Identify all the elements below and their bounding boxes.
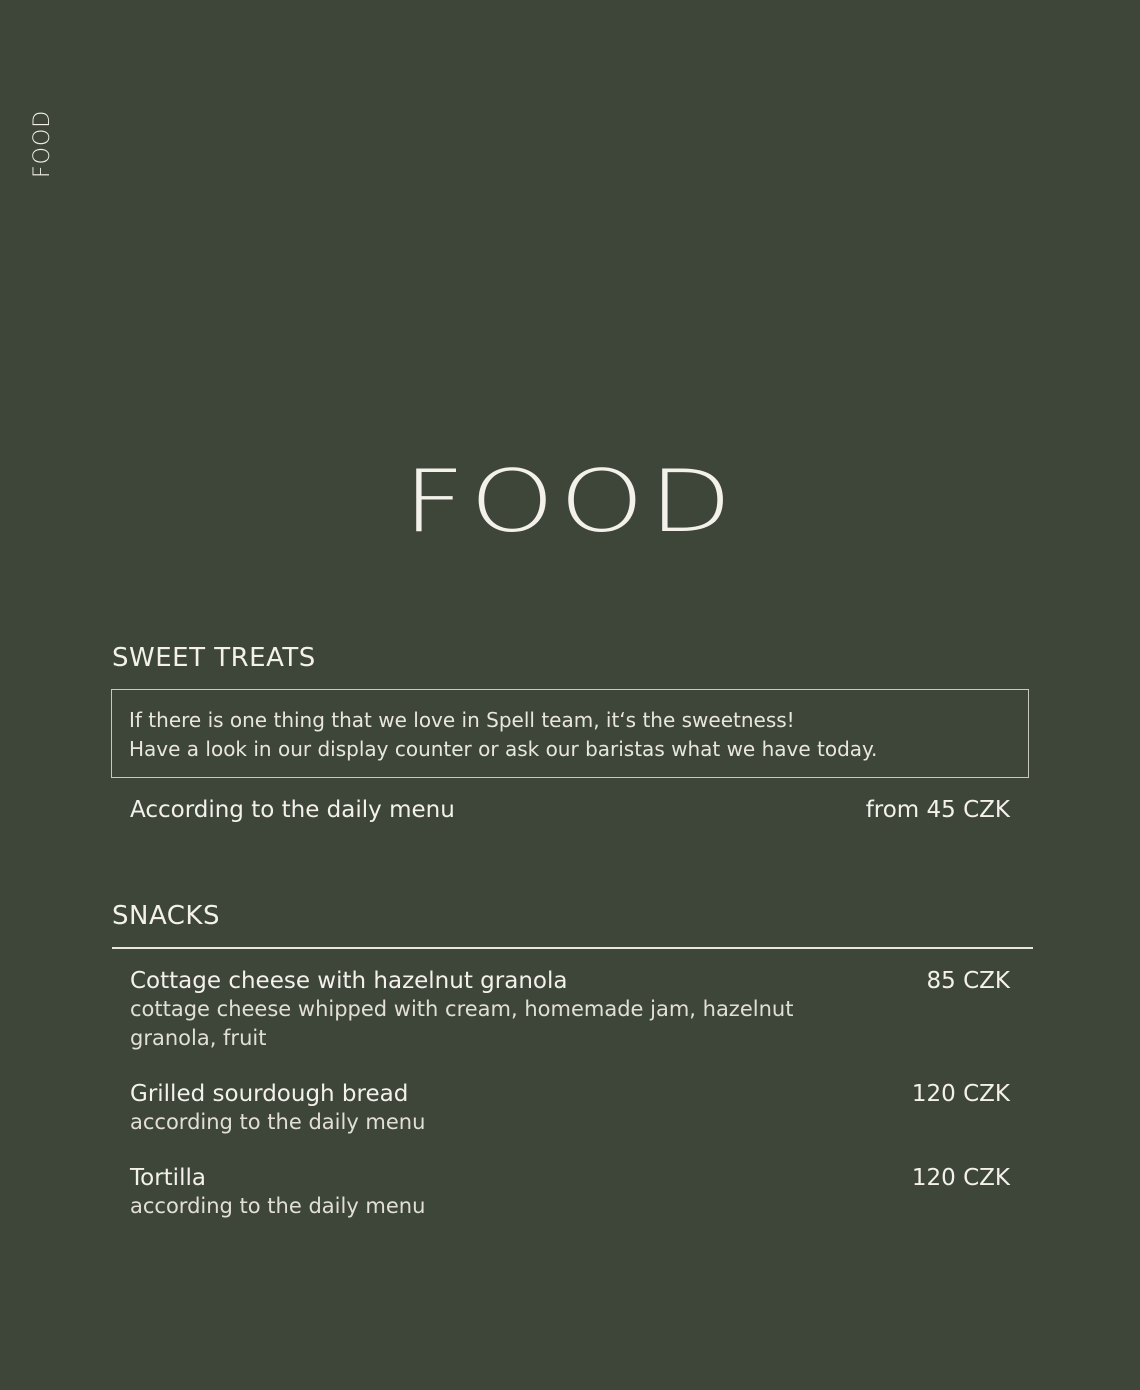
menu-item-name: According to the daily menu	[130, 797, 455, 823]
menu-item-price: 120 CZK	[911, 1165, 1010, 1191]
menu-item-price: 85 CZK	[926, 968, 1010, 994]
menu-item-name: Cottage cheese with hazelnut granola	[130, 968, 568, 994]
menu-item-tortilla	[130, 1163, 1010, 1223]
menu-item-price: from 45 CZK	[865, 797, 1010, 823]
menu-item-name: Grilled sourdough bread	[130, 1081, 409, 1107]
sweet-treats-intro-box	[111, 689, 1029, 778]
menu-item-name: Tortilla	[130, 1165, 206, 1191]
intro-line-1: If there is one thing that we love in Spell team, it‘s the sweetness!	[129, 708, 795, 732]
menu-item-description: according to the daily menu	[130, 1110, 426, 1134]
menu-item-daily-sweets	[130, 795, 1010, 827]
menu-item-sourdough-bread	[130, 1079, 1010, 1139]
menu-item-description: according to the daily menu	[130, 1194, 426, 1218]
section-heading-sweet-treats: SWEET TREATS	[112, 643, 316, 673]
section-heading-snacks: SNACKS	[112, 901, 220, 931]
page-title: FOOD	[403, 452, 737, 552]
menu-item-cottage-cheese	[130, 966, 1010, 1054]
side-section-label: FOOD	[30, 109, 55, 178]
menu-item-price: 120 CZK	[911, 1081, 1010, 1107]
menu-item-description: cottage cheese whipped with cream, homemade jam, hazelnut granola, fruit	[130, 997, 794, 1050]
section-divider	[112, 947, 1033, 949]
intro-line-2: Have a look in our display counter or ask our baristas what we have today.	[129, 737, 878, 761]
